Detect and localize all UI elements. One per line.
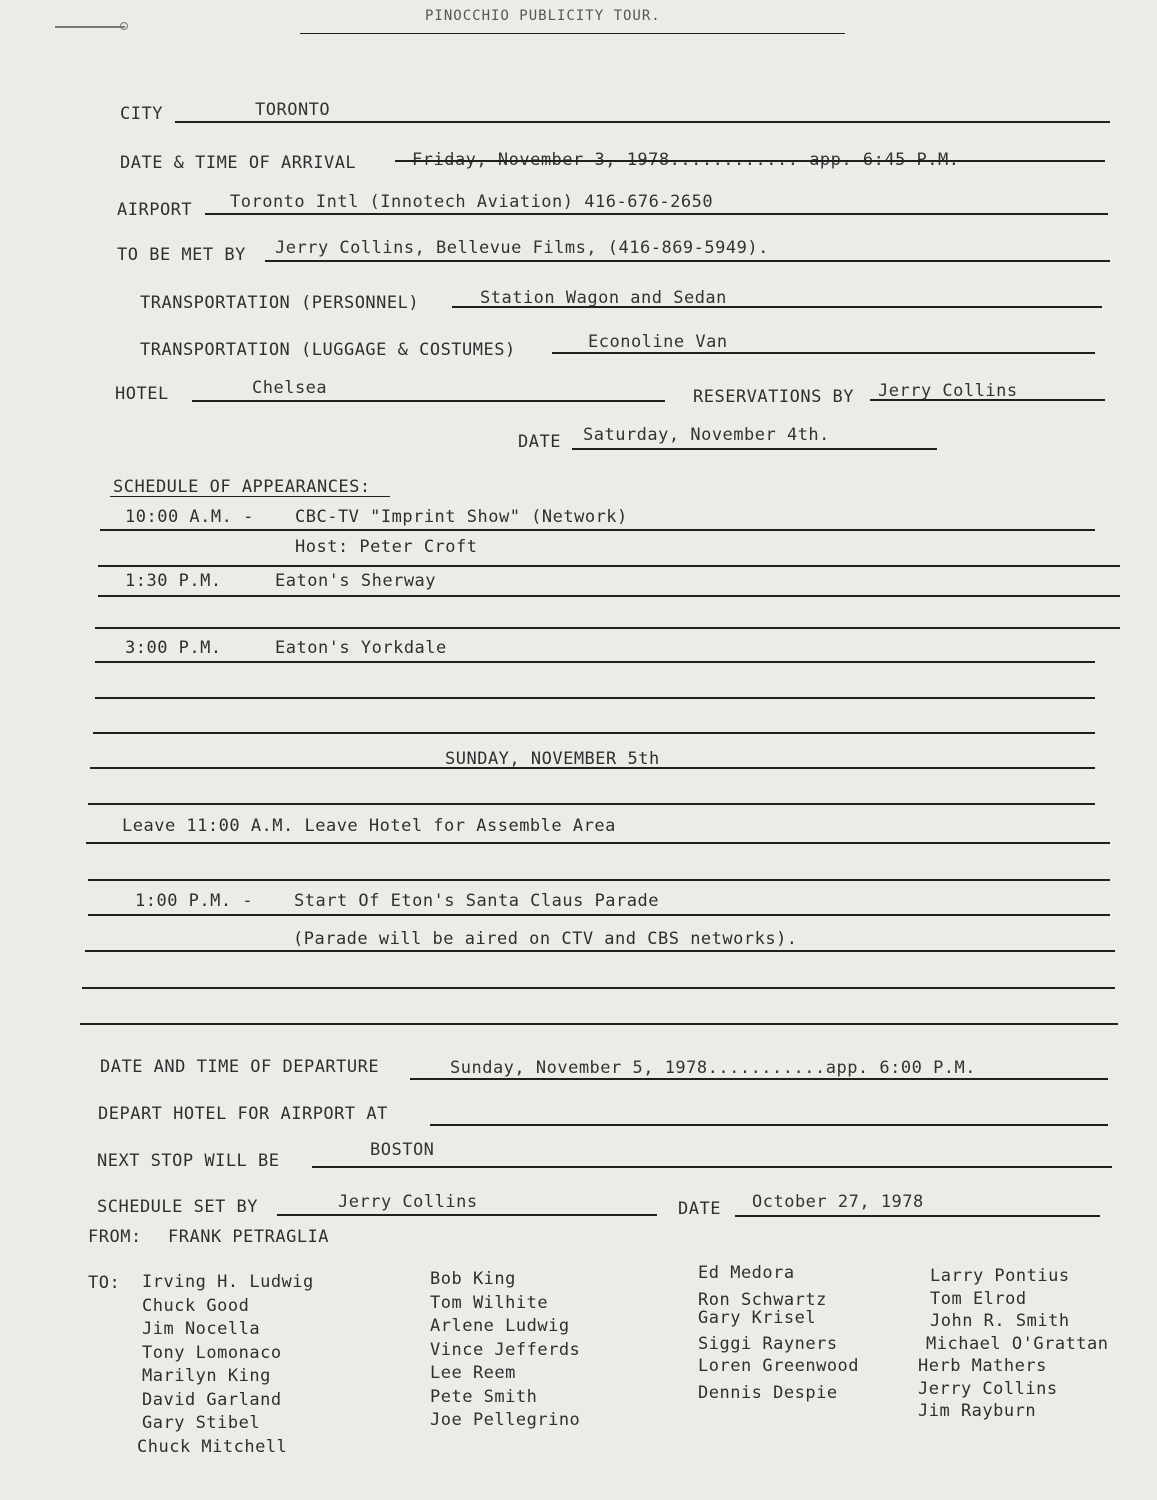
recipients-column-3b (698, 1333, 859, 1377)
recipient: Loren Greenwood (698, 1356, 860, 1376)
next-stop-label: NEXT STOP WILL BE (97, 1151, 280, 1171)
schedule-line (95, 661, 1095, 663)
recipient: Vince Jefferds (430, 1339, 581, 1360)
sunday-heading: SUNDAY, NOVEMBER 5th (445, 749, 660, 769)
met-by-line (265, 260, 1110, 262)
recipient: Irving H. Ludwig (142, 1272, 314, 1292)
recipient: Jim Rayburn (918, 1401, 1037, 1421)
recipient: Bob King (430, 1269, 516, 1289)
transport-personnel-line (452, 306, 1102, 308)
transport-luggage-line (552, 352, 1095, 354)
transport-luggage-label: TRANSPORTATION (LUGGAGE & COSTUMES) (140, 340, 516, 360)
from-label: FROM: (88, 1227, 142, 1247)
hotel-value: Chelsea (252, 378, 328, 398)
recipient: Ron Schwartz (698, 1289, 827, 1310)
depart-hotel-line (430, 1124, 1108, 1126)
transport-personnel-label: TRANSPORTATION (PERSONNEL) (140, 293, 420, 313)
schedule-date-value: October 27, 1978 (752, 1192, 924, 1212)
appearance-time: 10:00 A.M. - (125, 507, 254, 527)
schedule-heading: SCHEDULE OF APPEARANCES: (113, 477, 371, 497)
recipient: Marilyn King (142, 1366, 271, 1386)
schedule-line (95, 627, 1120, 629)
departure-line (410, 1078, 1108, 1080)
departure-label: DATE AND TIME OF DEPARTURE (100, 1057, 380, 1077)
staple-hole (120, 22, 128, 30)
next-stop-line (312, 1166, 1112, 1168)
transport-luggage-value: Econoline Van (588, 332, 728, 352)
city-line (175, 121, 1110, 123)
date-value: Saturday, November 4th. (583, 425, 830, 445)
appearance-event: Eaton's Yorkdale (275, 638, 447, 658)
reservations-line (870, 399, 1105, 401)
schedule-line (86, 842, 1110, 844)
hotel-label: HOTEL (115, 384, 169, 404)
recipient: Lee Reem (430, 1363, 516, 1383)
recipient: John R. Smith (930, 1311, 1070, 1331)
recipient: Ed Medora (698, 1263, 795, 1283)
schedule-line (98, 595, 1120, 597)
to-label: TO: (88, 1273, 121, 1293)
recipient: Dennis Despie (698, 1383, 838, 1403)
arrival-label: DATE & TIME OF ARRIVAL (120, 153, 357, 173)
schedule-date-label: DATE (678, 1199, 721, 1219)
schedule-set-by-value: Jerry Collins (338, 1192, 478, 1212)
appearance-time: 1:00 P.M. - (135, 891, 254, 911)
city-value: TORONTO (255, 100, 331, 120)
depart-hotel-label: DEPART HOTEL FOR AIRPORT AT (98, 1104, 388, 1124)
city-label: CITY (120, 104, 163, 124)
schedule-line (90, 767, 1095, 769)
recipient: Herb Mathers (918, 1356, 1047, 1376)
from-name: FRANK PETRAGLIA (168, 1227, 330, 1247)
schedule-line (88, 803, 1095, 805)
appearance-event: Eaton's Sherway (275, 571, 437, 591)
recipient: Siggi Rayners (698, 1334, 838, 1354)
schedule-heading-underline (110, 496, 390, 497)
recipient: Chuck Good (142, 1295, 250, 1316)
schedule-set-by-label: SCHEDULE SET BY (97, 1197, 259, 1217)
reservations-label: RESERVATIONS BY (693, 387, 855, 407)
schedule-line (88, 914, 1110, 916)
met-by-label: TO BE MET BY (117, 245, 246, 265)
arrival-value: Friday, November 3, 1978............ app. 6:45 P.M. (412, 150, 960, 170)
recipient: Tom Wilhite (430, 1292, 549, 1313)
departure-value: Sunday, November 5, 1978...........app. 6:00 P.M. (450, 1058, 977, 1078)
recipient: Gary Stibel (142, 1413, 261, 1433)
appearance-time: 3:00 P.M. (125, 638, 222, 658)
recipients-column-3c (698, 1382, 838, 1406)
recipient: Michael O'Grattan (926, 1333, 1109, 1354)
appearance-time: 1:30 P.M. (125, 571, 222, 591)
schedule-line (80, 1023, 1118, 1025)
hotel-line (192, 400, 665, 402)
document-title: PINOCCHIO PUBLICITY TOUR. (425, 8, 661, 24)
recipient: Tony Lomonaco (142, 1342, 282, 1363)
schedule-line (82, 987, 1115, 989)
schedule-line (98, 565, 1120, 567)
recipient: Jim Nocella (142, 1319, 261, 1339)
recipients-column-1 (137, 1271, 314, 1459)
schedule-date-line (735, 1215, 1100, 1217)
appearance-event: CBC-TV "Imprint Show" (Network) (295, 507, 628, 527)
schedule-line (95, 697, 1095, 699)
recipient: Larry Pontius (930, 1266, 1070, 1286)
airport-value: Toronto Intl (Innotech Aviation) 416-676-2650 (230, 192, 714, 212)
arrival-line (395, 160, 1105, 162)
recipient: Pete Smith (430, 1386, 538, 1407)
appearance-host: Host: Peter Croft (295, 537, 478, 557)
airport-line (205, 213, 1108, 215)
schedule-line (85, 950, 1115, 952)
airport-label: AIRPORT (117, 200, 193, 220)
schedule-line (88, 879, 1110, 881)
schedule-line (100, 529, 1095, 531)
sunday-leave: Leave 11:00 A.M. Leave Hotel for Assemble Area (122, 816, 616, 836)
recipient: Gary Krisel (698, 1307, 817, 1328)
transport-personnel-value: Station Wagon and Sedan (480, 288, 727, 308)
met-by-value: Jerry Collins, Bellevue Films, (416-869-5949). (275, 238, 769, 258)
recipients-column-2 (430, 1268, 580, 1433)
recipient: Arlene Ludwig (430, 1316, 570, 1336)
date-label: DATE (518, 432, 561, 452)
reservations-value: Jerry Collins (878, 381, 1018, 401)
date-line (572, 448, 937, 450)
parade-note: (Parade will be aired on CTV and CBS networks). (293, 929, 798, 949)
next-stop-value: BOSTON (370, 1140, 435, 1160)
schedule-set-by-line (277, 1214, 657, 1216)
recipient: Jerry Collins (918, 1378, 1058, 1399)
recipients-column-3 (698, 1262, 827, 1331)
appearance-event: Start Of Eton's Santa Claus Parade (294, 891, 659, 911)
recipient: Chuck Mitchell (137, 1436, 288, 1457)
recipients-column-4 (918, 1265, 1109, 1423)
title-rule (300, 33, 845, 34)
staple-mark (55, 26, 125, 28)
recipient: David Garland (142, 1389, 282, 1410)
recipient: Tom Elrod (930, 1288, 1027, 1309)
schedule-line (93, 732, 1095, 734)
recipient: Joe Pellegrino (430, 1410, 581, 1430)
